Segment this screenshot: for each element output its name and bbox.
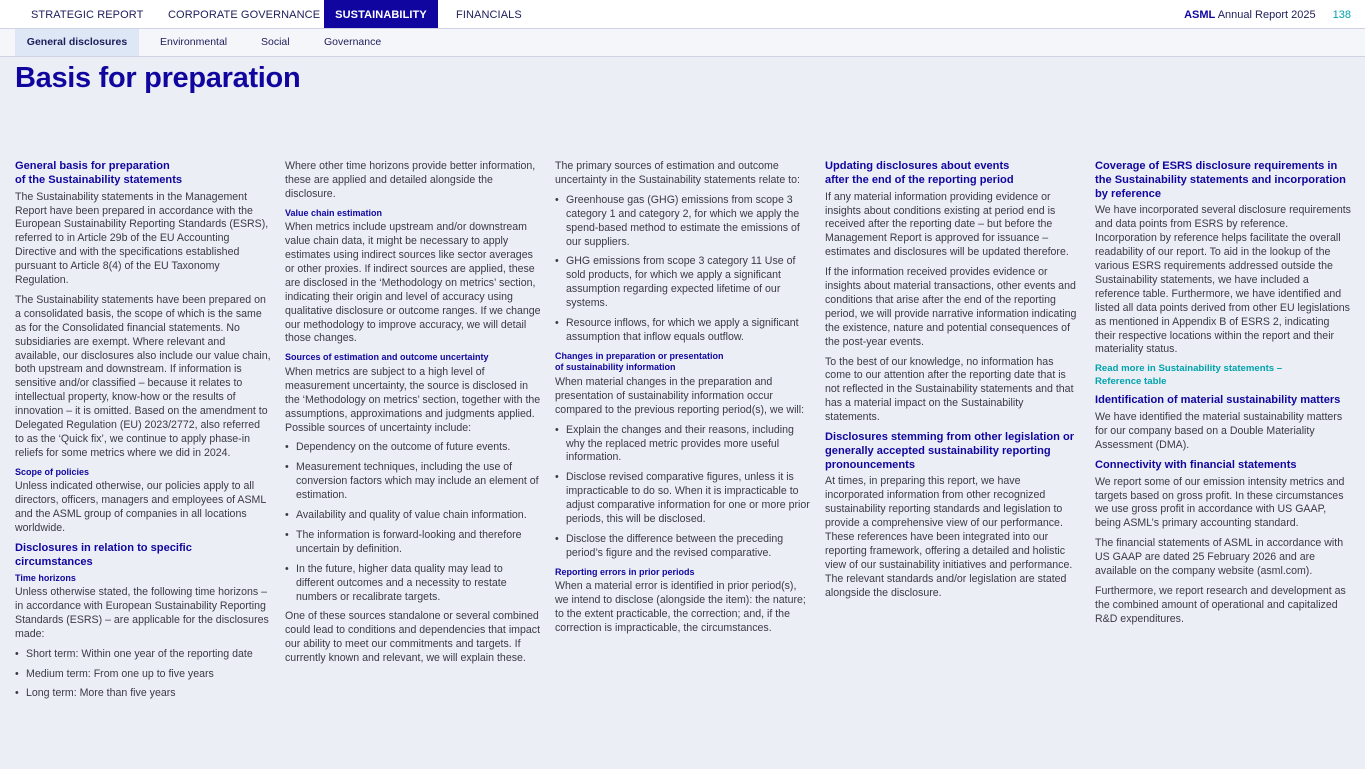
- brand-name: ASML: [1184, 9, 1216, 21]
- paragraph: Unless otherwise stated, the following time horizons – in accordance with European Sustainability Reporting Standards (ESRS) – are applicable for the disclosures made:: [15, 586, 269, 640]
- column-4: [825, 160, 1081, 607]
- paragraph: When material changes in the preparation and presentation of sustainability information occur compared to the previous reporting period(s), we will:: [555, 375, 805, 416]
- subtab-social[interactable]: Social: [261, 36, 290, 48]
- paragraph: The primary sources of estimation and outcome uncertainty in the Sustainability statements relate to:: [555, 160, 800, 186]
- heading-updating-disclosures: Updating disclosures about events after the end of the reporting period: [825, 160, 1014, 186]
- uncertainty-sources-list: [285, 441, 541, 604]
- paragraph: We have identified the material sustainability matters for our company based on a Double Materiality Assessment (DMA).: [1095, 411, 1343, 451]
- paragraph: If the information received provides evidence or insights about material transactions, other events and conditions that arise after the end of the reporting period, we will provide narrative information indicating the existence, nature and potential consequences of the post-year events.: [825, 266, 1077, 348]
- top-navigation: [0, 0, 1365, 29]
- heading-scope-of-policies: Scope of policies: [15, 466, 90, 477]
- heading-sources-of-estimation: Sources of estimation and outcome uncertainty: [285, 352, 489, 363]
- time-horizons-list: [15, 648, 271, 702]
- subtab-general-disclosures[interactable]: General disclosures: [15, 29, 139, 56]
- column-5: [1095, 160, 1351, 633]
- changes-list: [555, 424, 811, 561]
- paragraph: The Sustainability statements have been prepared on a consolidated basis, the scope of which is the same as for the Consolidated financial statements. No subsidiaries are exempt. Where relevant and available, our disclosures also include our value chain, both upstream and downstream. If information is sensitive and/or classified – because it relates to intellectual property, know-how or the results of innovation – it is omitted. Based on the amendment to Delegated Regulation (EU) 2023/2772, also referred to as the ‘Quick fix’, we continue to apply phase-in reliefs for some metrics where we did in 2024.: [15, 293, 271, 459]
- paragraph: We report some of our emission intensity metrics and targets based on gross profit. In these circumstances we use gross profit in accordance with US GAAP, being ASML’s primary accounting standard.: [1095, 475, 1345, 530]
- subtab-governance[interactable]: Governance: [324, 36, 382, 48]
- paragraph: To the best of our knowledge, no information has come to our attention after the reporting date that is not reflected in the Sustainability statements and that has a material impact on the Sustainability statements.: [825, 355, 1074, 424]
- tab-corporate-governance[interactable]: CORPORATE GOVERNANCE: [168, 9, 321, 21]
- subtab-environmental[interactable]: Environmental: [160, 36, 228, 48]
- heading-changes-in-preparation: Changes in preparation or presentation of sustainability information: [555, 350, 724, 373]
- reference-table-link[interactable]: Read more in Sustainability statements – Reference table: [1095, 363, 1283, 387]
- paragraph: If any material information providing evidence or insights about conditions existing at period end is received after the reporting date – but before the Management Report is approved for issuance – estimates and disclosures will be updated therefore.: [825, 190, 1069, 259]
- paragraph: Unless indicated otherwise, our policies apply to all directors, officers, managers and employees of ASML and the ASML group of companies in all locations worldwide.: [15, 480, 266, 535]
- paragraph: Furthermore, we report research and development as the combined amount of operational and capitalized R&D expenditures.: [1095, 585, 1346, 625]
- list-item: • Disclose revised comparative figures, unless it is impracticable to do so. When it is impracticable to adjust comparative information for one or more prior periods, this will be disclosed.: [555, 471, 811, 527]
- heading-specific-circumstances: Disclosures in relation to specific circumstances: [15, 541, 192, 568]
- heading-reporting-errors: Reporting errors in prior periods: [555, 566, 695, 577]
- paragraph: At times, in preparing this report, we have incorporated information from other recognized sustainability reporting standards and legislation to provide a comprehensive view of our performance. These references have been integrated into our reporting framework, offering a detailed and holistic view of our sustainability initiatives and performance. The relevant standards and/or legislation are stated alongside the disclosure.: [825, 475, 1073, 599]
- paragraph: The Sustainability statements in the Management Report have been prepared in accordance with the European Sustainability Reporting Standards (ESRS), referred to in Article 29b of the EU Accounting Directive and with the specifications established pursuant to Article 8(4) of the EU Taxonomy Regulation.: [15, 190, 269, 287]
- list-item: • In the future, higher data quality may lead to different outcomes and a necessity to restate numbers or recalibrate targets.: [285, 563, 541, 605]
- column-1: [15, 160, 271, 707]
- list-item: • Medium term: From one up to five years: [15, 668, 271, 682]
- heading-connectivity-financial: Connectivity with financial statements: [1095, 458, 1297, 471]
- paragraph: When metrics include upstream and/or downstream value chain data, it might be necessary to apply estimates using indirect sources like sector averages or other proxies. If indirect sources are applied, these are disclosed in the ‘Methodology on metrics’ section, indicating their origin and level of accuracy using qualitative disclosure or outcome ranges. If we change our methodology to improve accuracy, we will detail those changes.: [285, 221, 541, 345]
- tab-sustainability[interactable]: SUSTAINABILITY: [324, 0, 438, 28]
- heading-value-chain-estimation: Value chain estimation: [285, 207, 383, 218]
- paragraph: When metrics are subject to a high level of measurement uncertainty, the source is disclosed in the ‘Methodology on metrics’ section, together with the assumptions, approximations and judgments applied. Possible sources of uncertainty include:: [285, 365, 541, 434]
- heading-general-basis: General basis for preparation of the Sustainability statements: [15, 160, 183, 186]
- primary-sources-list: [555, 194, 811, 345]
- paragraph: One of these sources standalone or several combined could lead to conditions and dependencies that impact our ability to meet our commitments and targets. If currently known and relevant, we will explain these.: [285, 610, 541, 665]
- list-item: • Availability and quality of value chain information.: [285, 509, 541, 523]
- heading-other-legislation: Disclosures stemming from other legislation or generally accepted sustainability reporting pronouncements: [825, 431, 1075, 471]
- list-item: • Long term: More than five years: [15, 687, 271, 701]
- list-item: • Greenhouse gas (GHG) emissions from scope 3 category 1 and category 2, for which we apply the spend-based method to estimate the emissions of our suppliers.: [555, 194, 811, 250]
- paragraph: When a material error is identified in prior period(s), we intend to disclose (alongside the item): the nature; to the extent practicable, the correction; and, if the correction is impracticable, the circumstances.: [555, 580, 806, 634]
- column-3: [555, 160, 811, 642]
- paragraph: Where other time horizons provide better information, these are applied and detailed alongside the disclosure.: [285, 160, 536, 200]
- sub-navigation: [0, 29, 1365, 57]
- brand-report-title: Annual Report 2025: [1217, 9, 1316, 21]
- page-title: Basis for preparation: [15, 62, 301, 94]
- list-item: • Explain the changes and their reasons, including why the replaced metric provides more useful information.: [555, 424, 811, 466]
- heading-esrs-coverage: Coverage of ESRS disclosure requirements in the Sustainability statements and incorporation by reference: [1095, 160, 1346, 200]
- report-brand: [1184, 0, 1351, 28]
- tab-financials[interactable]: FINANCIALS: [456, 9, 522, 21]
- paragraph: The financial statements of ASML in accordance with US GAAP are dated 25 February 2026 and are available on the company website (asml.com).: [1095, 537, 1344, 578]
- column-2: [285, 160, 541, 672]
- list-item: • Dependency on the outcome of future events.: [285, 441, 541, 455]
- list-item: • Measurement techniques, including the use of conversion factors which may include an element of estimation.: [285, 461, 541, 503]
- list-item: • GHG emissions from scope 3 category 11 Use of sold products, for which we apply a significant assumption regarding expected lifetime of our systems.: [555, 255, 811, 311]
- tab-strategic-report[interactable]: STRATEGIC REPORT: [31, 9, 144, 21]
- page-number: 138: [1332, 9, 1351, 21]
- list-item: • Short term: Within one year of the reporting date: [15, 648, 271, 662]
- list-item: • Resource inflows, for which we apply a significant assumption that inflow equals outflow.: [555, 317, 811, 345]
- heading-time-horizons: Time horizons: [15, 572, 76, 583]
- list-item: • Disclose the difference between the preceding period’s figure and the revised comparative.: [555, 533, 811, 561]
- paragraph: We have incorporated several disclosure requirements and data points from ESRS by reference. Incorporation by reference helps facilitate the overall readability of our report. To aid in the lookup of the various ESRS requirements addressed outside the Sustainability statements, we have included a reference table. Furthermore, we have identified and listed all data points derived from other EU legislations as mentioned in Appendix B of ESRS 2, indicating their respective locations within the report and their materiality status.: [1095, 204, 1351, 356]
- list-item: • The information is forward-looking and therefore uncertain by definition.: [285, 529, 541, 557]
- heading-identification-material-matters: Identification of material sustainability matters: [1095, 394, 1341, 407]
